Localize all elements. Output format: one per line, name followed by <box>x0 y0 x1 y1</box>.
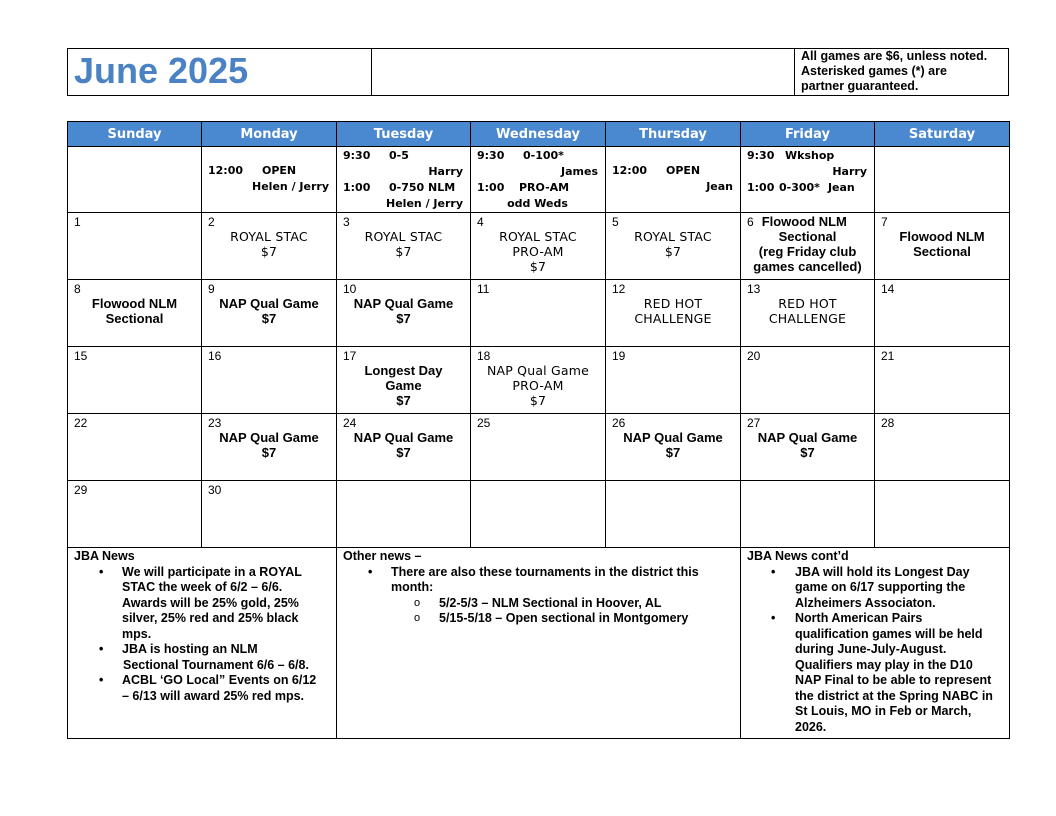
day-cell <box>337 213 471 280</box>
day-number: 8 <box>74 282 81 296</box>
day-cell <box>202 213 337 280</box>
day-event-line: RED HOT <box>643 296 703 311</box>
news-item: • JBA will hold its Longest Day game on 6/17 supporting the Alzheimers Associaton. <box>741 565 999 612</box>
day-cell <box>606 213 741 280</box>
price-note-line: All games are $6, unless noted. <box>801 49 988 63</box>
week-row <box>68 280 1010 347</box>
day-number: 4 <box>477 215 484 229</box>
day-event-line: CHALLENGE <box>634 311 712 326</box>
weekly-schedule-row <box>68 147 1010 213</box>
schedule-friday: 9:30 Wkshop Harry 1:00 0-300* Jean <box>741 147 875 213</box>
price-note-line: partner guaranteed. <box>801 79 919 93</box>
day-number: 25 <box>477 416 491 430</box>
news-item-continued: Sectional Tournament 6/6 – 6/8. <box>123 657 309 672</box>
day-cell <box>741 347 875 414</box>
day-event-line: Sectional <box>105 311 164 326</box>
day-event-line: $7 <box>800 445 815 460</box>
day-number: 24 <box>343 416 357 430</box>
news-item: • We will participate in a ROYAL STAC the week of 6/2 – 6/6. Awards will be 25% gold, 25% silver, 25% red and 25% black mps. <box>68 565 326 643</box>
day-event-line: $7 <box>395 244 412 259</box>
day-event-line: ROYAL STAC <box>364 229 443 244</box>
day-cell <box>202 347 337 414</box>
day-cell <box>741 414 875 481</box>
week-row <box>68 347 1010 414</box>
day-event-line: RED HOT <box>778 296 837 311</box>
day-cell <box>606 280 741 347</box>
day-cell <box>202 280 337 347</box>
day-number: 5 <box>612 215 619 229</box>
day-event-line: NAP Qual Game <box>623 430 723 445</box>
month-title: June 2025 <box>74 50 249 91</box>
news-row <box>68 548 1010 739</box>
day-number: 2 <box>208 215 215 229</box>
day-cell <box>202 481 337 548</box>
day-event-line: (reg Friday club <box>758 244 857 259</box>
jba-news <box>68 548 337 739</box>
day-event-line: NAP Qual Game <box>353 430 454 445</box>
day-number: 12 <box>612 282 626 296</box>
day-number <box>471 481 605 483</box>
day-number: 20 <box>747 349 761 363</box>
weekday-monday: Monday <box>202 122 337 147</box>
day-event-line: Sectional <box>778 229 837 244</box>
day-number <box>875 481 1009 483</box>
week-row <box>68 414 1010 481</box>
news-item: • North American Pairs qualification games will be held during June-July-August. Qualifiers may play in the D10 NAP Final to be able to represent the district at the Spring NABC in St Louis, MO in Feb or March, 2026. <box>741 611 999 735</box>
day-number <box>741 481 874 483</box>
day-number: 6 <box>747 215 754 229</box>
week-row <box>68 481 1010 548</box>
day-cell <box>337 347 471 414</box>
day-cell <box>875 414 1010 481</box>
day-number: 22 <box>74 416 88 430</box>
day-cell <box>471 280 606 347</box>
calendar-grid <box>67 121 1010 739</box>
day-event-line: $7 <box>261 311 277 326</box>
weekday-sunday: Sunday <box>68 122 202 147</box>
day-event-line: NAP Qual Game <box>219 296 319 311</box>
calendar-header <box>67 48 1009 96</box>
price-note <box>794 49 1008 95</box>
day-cell <box>875 347 1010 414</box>
day-number: 14 <box>881 282 895 296</box>
day-event-line: ROYAL STAC <box>634 229 712 244</box>
day-event-line: $7 <box>396 311 411 326</box>
day-cell <box>741 481 875 548</box>
day-number: 3 <box>343 215 350 229</box>
jba-news-title: JBA News <box>74 549 135 563</box>
day-cell <box>337 414 471 481</box>
day-cell <box>337 280 471 347</box>
day-number: 29 <box>74 483 88 497</box>
day-number: 21 <box>881 349 895 363</box>
day-cell <box>471 481 606 548</box>
other-news-title: Other news – <box>343 549 422 563</box>
day-event-line: Longest Day <box>364 363 443 378</box>
day-event-line: Game <box>385 378 422 393</box>
day-number: 19 <box>612 349 626 363</box>
day-event-line: NAP Qual Game <box>486 363 590 378</box>
weekday-saturday: Saturday <box>875 122 1010 147</box>
day-cell <box>741 280 875 347</box>
day-number: 26 <box>612 416 626 430</box>
day-number: 27 <box>747 416 761 430</box>
day-cell <box>606 481 741 548</box>
day-event-line: $7 <box>260 244 278 259</box>
schedule-tuesday: 9:30 0-5 Harry 1:00 0-750 NLM Helen / Jerry <box>337 147 471 213</box>
day-cell <box>68 347 202 414</box>
other-news <box>337 548 741 739</box>
schedule-saturday <box>875 147 1010 213</box>
day-event-line: $7 <box>396 393 411 408</box>
day-event-line: Flowood NLM <box>761 214 847 229</box>
day-event-line: Flowood NLM <box>899 229 985 244</box>
day-number: 11 <box>477 282 490 296</box>
weekday-friday: Friday <box>741 122 875 147</box>
weekday-thursday: Thursday <box>606 122 741 147</box>
day-event-line: NAP Qual Game <box>757 430 858 445</box>
news-item: • There are also these tournaments in the district this month: <box>337 565 730 596</box>
month-title-box <box>68 49 372 95</box>
day-cell <box>606 414 741 481</box>
day-number: 30 <box>208 483 222 497</box>
day-cell <box>471 414 606 481</box>
jba-news-cont-title: JBA News cont’d <box>747 549 849 563</box>
day-cell <box>68 414 202 481</box>
day-event-line: $7 <box>529 393 547 408</box>
day-event-line: $7 <box>665 445 681 460</box>
day-cell <box>471 213 606 280</box>
day-number: 7 <box>881 215 888 229</box>
day-cell <box>68 213 202 280</box>
weekday-wednesday: Wednesday <box>471 122 606 147</box>
day-event-line: CHALLENGE <box>768 311 847 326</box>
week-row <box>68 213 1010 280</box>
schedule-monday: 12:00 OPEN Helen / Jerry <box>202 147 337 213</box>
day-event-line: $7 <box>396 445 411 460</box>
day-cell <box>741 213 875 280</box>
day-event-line: $7 <box>529 259 547 274</box>
day-cell <box>606 347 741 414</box>
jba-news-continued <box>741 548 1010 739</box>
weekday-tuesday: Tuesday <box>337 122 471 147</box>
day-cell <box>337 481 471 548</box>
day-event-line: games cancelled) <box>753 259 862 274</box>
day-event-line: PRO-AM <box>512 378 564 393</box>
day-number: 16 <box>208 349 222 363</box>
day-event-line: Sectional <box>913 244 971 259</box>
schedule-thursday: 12:00 OPEN Jean <box>606 147 741 213</box>
day-cell <box>875 280 1010 347</box>
day-event-line: Flowood NLM <box>91 296 178 311</box>
news-subitem: o 5/15-5/18 – Open sectional in Montgomery <box>337 611 730 627</box>
day-number <box>337 481 470 483</box>
day-event-line: NAP Qual Game <box>219 430 319 445</box>
day-cell <box>875 481 1010 548</box>
day-number: 15 <box>74 349 88 363</box>
day-number: 9 <box>208 282 215 296</box>
day-event-line: $7 <box>664 244 682 259</box>
day-number: 10 <box>343 282 357 296</box>
price-note-line: Asterisked games (*) are <box>801 64 947 78</box>
schedule-wednesday: 9:30 0-100* James 1:00 PRO-AM odd Weds <box>471 147 606 213</box>
day-cell <box>875 213 1010 280</box>
day-number: 18 <box>477 349 491 363</box>
news-item: • JBA is hosting an NLM <box>68 642 326 658</box>
day-event-line: ROYAL STAC <box>499 229 577 244</box>
day-cell <box>471 347 606 414</box>
day-number: 1 <box>74 215 81 229</box>
day-event-line: PRO-AM <box>512 244 564 259</box>
day-number: 13 <box>747 282 761 296</box>
day-cell <box>68 280 202 347</box>
news-subitem: o 5/2-5/3 – NLM Sectional in Hoover, AL <box>337 596 730 612</box>
day-cell <box>202 414 337 481</box>
day-number <box>606 481 740 483</box>
day-event-line: $7 <box>261 445 277 460</box>
weekday-header-row <box>68 122 1010 147</box>
day-number: 17 <box>343 349 357 363</box>
day-event-line: NAP Qual Game <box>353 296 454 311</box>
day-event-line: ROYAL STAC <box>230 229 308 244</box>
day-cell <box>68 481 202 548</box>
day-number: 28 <box>881 416 895 430</box>
day-number: 23 <box>208 416 222 430</box>
news-item: • ACBL ‘GO Local” Events on 6/12 – 6/13 will award 25% red mps. <box>68 673 326 704</box>
schedule-sunday <box>68 147 202 213</box>
